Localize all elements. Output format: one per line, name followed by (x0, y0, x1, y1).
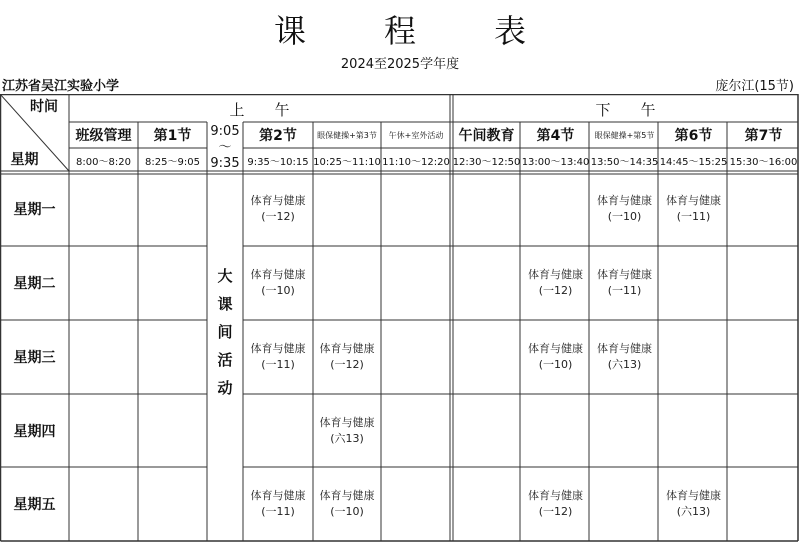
period-label-8: 第6节 (674, 128, 713, 144)
schedule-cell (522, 246, 589, 320)
class-code: (一11) (676, 210, 711, 223)
break-time-break_time_top: 9:05 (210, 124, 240, 139)
course-name: 体育与健康 (666, 489, 721, 502)
course-name: 体育与健康 (597, 194, 652, 207)
afternoon-header: 下午 (595, 100, 686, 119)
schedule-cell (313, 394, 381, 467)
period-time-4: 11:10～12:20 (382, 156, 450, 168)
course-name: 体育与健康 (319, 489, 375, 502)
period-label-2: 第2节 (259, 128, 297, 144)
schedule-cell (591, 172, 658, 246)
weekday-3: 星期四 (13, 423, 56, 440)
schedule-cell (591, 246, 658, 320)
course-name: 体育与健康 (528, 268, 583, 281)
period-label-3: 眼保健操+第3节 (317, 130, 377, 140)
schedule-cell (313, 320, 381, 394)
period-label-6: 第4节 (536, 128, 575, 144)
period-label-4: 午休+室外活动 (388, 130, 444, 140)
period-time-9: 15:30～16:00 (729, 156, 798, 168)
school-name: 江苏省吴江实验小学 (2, 79, 120, 94)
class-code: (一11) (607, 284, 642, 297)
schedule-cell (660, 172, 727, 246)
weekday-1: 星期二 (13, 276, 56, 292)
break-activity-char: 大 (217, 267, 233, 285)
corner-time-label: 时间 (30, 99, 58, 115)
period-time-8: 14:45～15:25 (659, 156, 728, 168)
period-label-7: 眼保健操+第5节 (594, 130, 655, 140)
course-name: 体育与健康 (666, 194, 721, 207)
corner-weekday-label: 星期 (10, 152, 39, 168)
period-time-7: 13:50～14:35 (590, 156, 659, 168)
break-activity-char: 课 (217, 295, 233, 313)
period-time-1: 8:25～9:05 (145, 156, 200, 168)
school-year: 2024至2025学年度 (340, 57, 460, 72)
break-time-break_time_bottom: 9:35 (210, 156, 240, 171)
period-time-2: 9:35～10:15 (247, 156, 309, 168)
break-time (207, 120, 243, 176)
schedule-cell (243, 246, 313, 320)
schedule-cell (660, 467, 727, 541)
schedule-cell (243, 172, 313, 246)
teacher-name: 庞尔江(15节) (715, 79, 794, 94)
break-activity-char: 活 (217, 351, 233, 369)
class-code: (一11) (261, 358, 295, 371)
class-code: (一12) (261, 210, 295, 223)
period-time-3: 10:25～11:10 (313, 156, 381, 168)
schedule-cell (522, 467, 589, 541)
break-activity (207, 232, 243, 432)
weekday-2: 星期三 (13, 350, 56, 366)
period-label-9: 第7节 (744, 128, 783, 144)
morning-header: 上午 (229, 100, 320, 119)
period-time-5: 12:30～12:50 (452, 156, 521, 168)
class-code: (一11) (261, 505, 295, 518)
class-code: (六13) (607, 358, 642, 371)
class-code: (一12) (538, 284, 573, 297)
period-label-5: 午间教育 (458, 128, 515, 144)
course-name: 体育与健康 (528, 489, 583, 502)
period-label-0: 班级管理 (75, 128, 132, 144)
class-code: (一12) (538, 505, 573, 518)
class-code: (六13) (330, 431, 364, 445)
class-code: (一10) (261, 284, 295, 297)
weekday-4: 星期五 (13, 497, 56, 513)
schedule-cell (313, 467, 381, 541)
course-name: 体育与健康 (250, 489, 306, 502)
class-code: (六13) (676, 505, 711, 518)
break-time-break_time_sep: ～ (218, 140, 232, 155)
schedule-cell (522, 320, 589, 394)
course-name: 体育与健康 (597, 342, 652, 355)
weekday-0: 星期一 (13, 202, 56, 218)
course-name: 体育与健康 (528, 342, 583, 355)
period-time-0: 8:00～8:20 (76, 156, 131, 168)
course-name: 体育与健康 (250, 342, 306, 355)
class-code: (一10) (330, 505, 364, 518)
course-name: 体育与健康 (250, 194, 306, 207)
break-activity-char: 动 (217, 379, 233, 397)
schedule-cell (243, 320, 313, 394)
course-name: 体育与健康 (597, 268, 652, 281)
course-name: 体育与健康 (250, 268, 306, 281)
course-name: 体育与健康 (319, 415, 375, 429)
period-label-1: 第1节 (153, 128, 192, 144)
class-code: (一10) (607, 210, 642, 223)
page-title: 课程表 (273, 12, 604, 50)
period-time-6: 13:00～13:40 (521, 156, 590, 168)
course-name: 体育与健康 (319, 342, 375, 355)
break-activity-char: 间 (217, 323, 233, 341)
schedule-cell (243, 467, 313, 541)
schedule-cell (591, 320, 658, 394)
class-code: (一10) (538, 358, 573, 371)
class-code: (一12) (330, 358, 364, 371)
